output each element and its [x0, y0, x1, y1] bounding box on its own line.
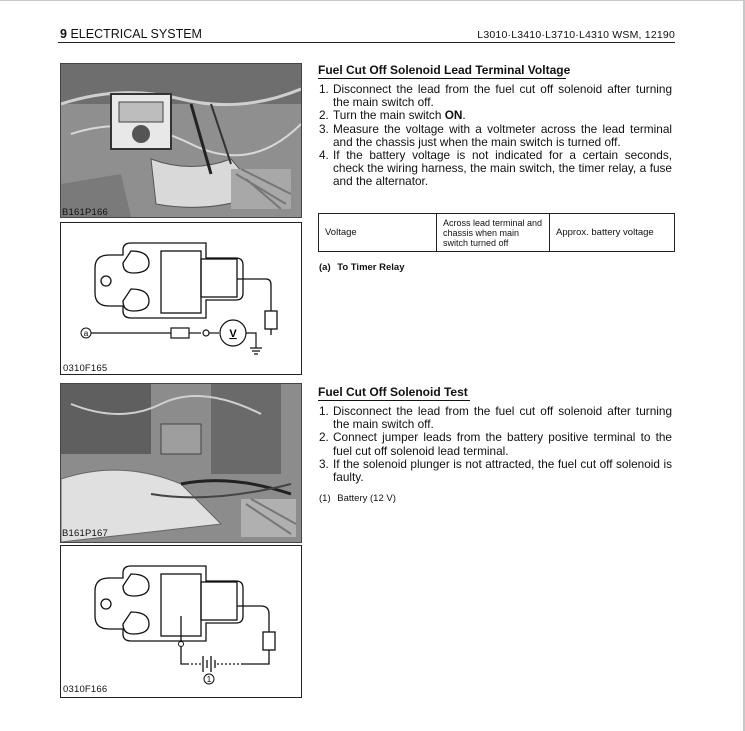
table-cell-condition: Across lead terminal and chassis when main switch turned off	[437, 214, 550, 252]
section1-steps	[319, 83, 672, 189]
diagram-lead-terminal-voltage	[60, 222, 302, 375]
photo2-caption: B161P167	[62, 528, 108, 539]
section1-note-text: To Timer Relay	[337, 262, 405, 273]
section1-step-3: 3. Measure the voltage with a voltmeter across the lead terminal and the chassis just when the main switch is turned off.	[319, 121, 672, 149]
photo1-caption: B161P166	[62, 207, 108, 218]
table-cell-voltage: Voltage	[319, 214, 437, 252]
table-cell-spec: Approx. battery voltage	[550, 214, 675, 252]
diagram2-caption: 0310F166	[63, 684, 108, 695]
section2-note-text: Battery (12 V)	[337, 493, 396, 504]
section2-note-label: (1)	[319, 493, 331, 504]
section-title: ELECTRICAL SYSTEM	[70, 27, 202, 41]
model-info: L3010·L3410·L3710·L4310 WSM, 12190	[477, 29, 675, 41]
section-number: 9	[60, 27, 67, 41]
diagram1-voltmeter-label: V	[229, 328, 237, 340]
section2-title: Fuel Cut Off Solenoid Test	[318, 385, 468, 399]
section1-note	[319, 262, 405, 273]
diagram1-label-a: a	[83, 329, 89, 338]
section1-step-4: 4. If the battery voltage is not indicated for a certain seconds, check the wiring harness, the main switch, the timer relay, a fuse and the alternator.	[319, 148, 672, 189]
section2-title-rule	[318, 400, 470, 401]
section2-step-1: 1. Disconnect the lead from the fuel cut off solenoid after turning the main switch off.	[319, 404, 672, 432]
section2-step-3: 3. If the solenoid plunger is not attracted, the fuel cut off solenoid is faulty.	[319, 456, 672, 485]
section1-title: Fuel Cut Off Solenoid Lead Terminal Voltage	[318, 63, 571, 77]
photo-solenoid-test	[60, 383, 302, 543]
page-border-top	[0, 0, 745, 1]
photo-voltmeter-measurement	[60, 63, 302, 218]
section1-title-rule	[318, 78, 566, 79]
diagram1-caption: 0310F165	[63, 363, 108, 374]
diagram2-label-1: 1	[206, 675, 212, 684]
section1-note-label: (a)	[319, 262, 331, 273]
diagram-solenoid-test	[60, 545, 302, 698]
section2-step-2: 2. Connect jumper leads from the battery positive terminal to the fuel cut off solenoid lead terminal.	[319, 430, 672, 458]
section1-step-2: 2. Turn the main switch ON.	[319, 108, 466, 123]
header-rule	[58, 42, 675, 43]
section-header	[60, 27, 202, 41]
section2-note	[319, 493, 396, 504]
section2-steps	[319, 405, 672, 484]
voltage-spec-table	[318, 213, 675, 252]
section1-step-1: 1. Disconnect the lead from the fuel cut off solenoid after turning the main switch off.	[319, 82, 672, 110]
